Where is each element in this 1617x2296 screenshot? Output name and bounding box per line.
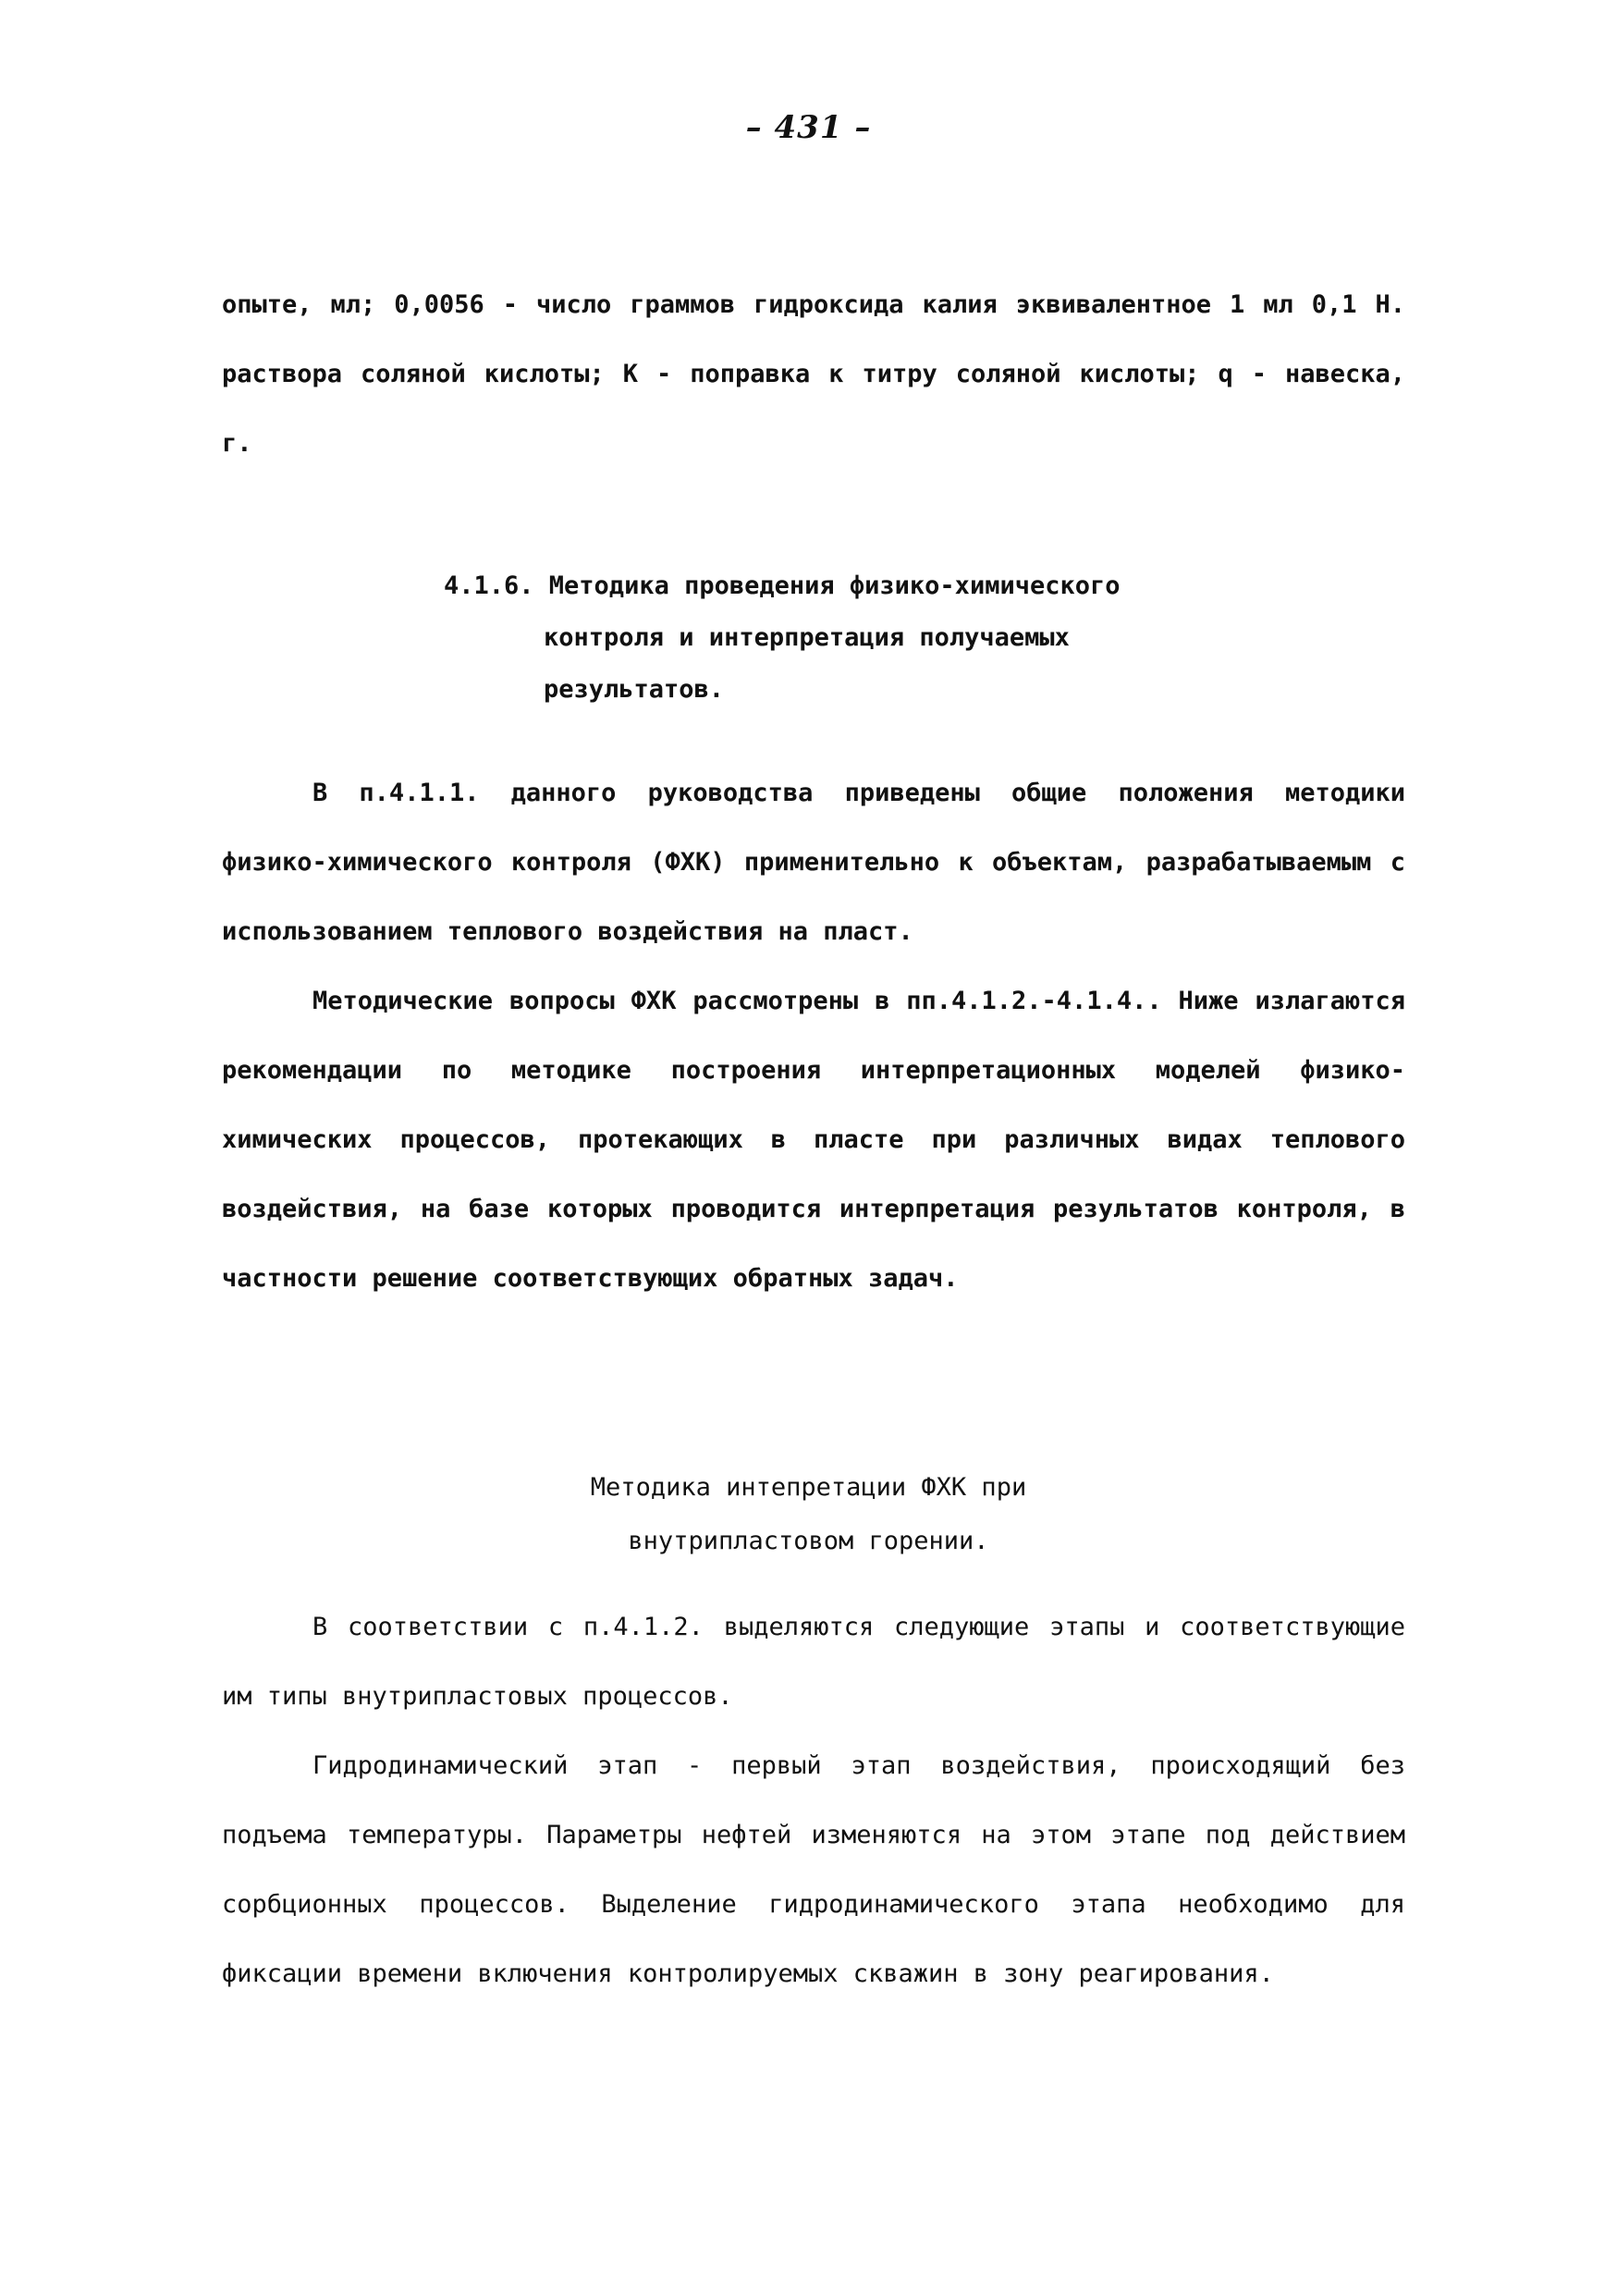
section-heading-line-3: результатов. xyxy=(544,675,725,704)
paragraph-2: Методические вопросы ФХК рассмотрены в пп.4.1.2.-4.1.4.. Ниже излагаются рекомендации по методике построения интерпретационных моделей физико-химических процессов, протекающих в пласте при различных видах теплового воздействия, на базе которых проводится интерпретация результатов контроля, в частности решение соответствующих обратных задач. xyxy=(222,987,1405,1293)
body-text-1 xyxy=(222,758,1405,1313)
method-subheading-line-2: внутрипластовом горении. xyxy=(628,1527,989,1555)
paragraph-4: Гидродинамический этап - первый этап воздействия, происходящий без подъема температуры. Параметры нефтей изменяются на этом этапе под действием сорбционных процессов. Выделение гидродинамического этапа необходимо для фиксации времени включения контролируемых скважин в зону реагирования. xyxy=(222,1751,1405,1988)
paragraph-1: В п.4.1.1. данного руководства приведены общие положения методики физико-химического контроля (ФХК) применительно к объектам, разрабатываемым с использованием теплового воздействия на пласт. xyxy=(222,779,1405,946)
intro-paragraph xyxy=(222,270,1405,478)
method-subheading xyxy=(0,1461,1617,1568)
page-number: – 431 – xyxy=(745,109,872,146)
section-heading-line-2: контроля и интерпретация получаемых xyxy=(544,623,1070,652)
intro-text: опыте, мл; 0,0056 - число граммов гидроксида калия эквивалентное 1 мл 0,1 Н. раствора соляной кислоты; К - поправка к титру соляной кислоты; q - навеска, г. xyxy=(222,290,1405,458)
method-subheading-line-1: Методика интепретации ФХК при xyxy=(590,1473,1027,1502)
paragraph-3: В соответствии с п.4.1.2. выделяются следующие этапы и соответствующие им типы внутрипластовых процессов. xyxy=(222,1613,1405,1711)
section-heading-line-1: 4.1.6. Методика проведения физико-химического xyxy=(444,571,1121,600)
body-text-2 xyxy=(222,1592,1405,2008)
section-heading xyxy=(444,560,1121,716)
